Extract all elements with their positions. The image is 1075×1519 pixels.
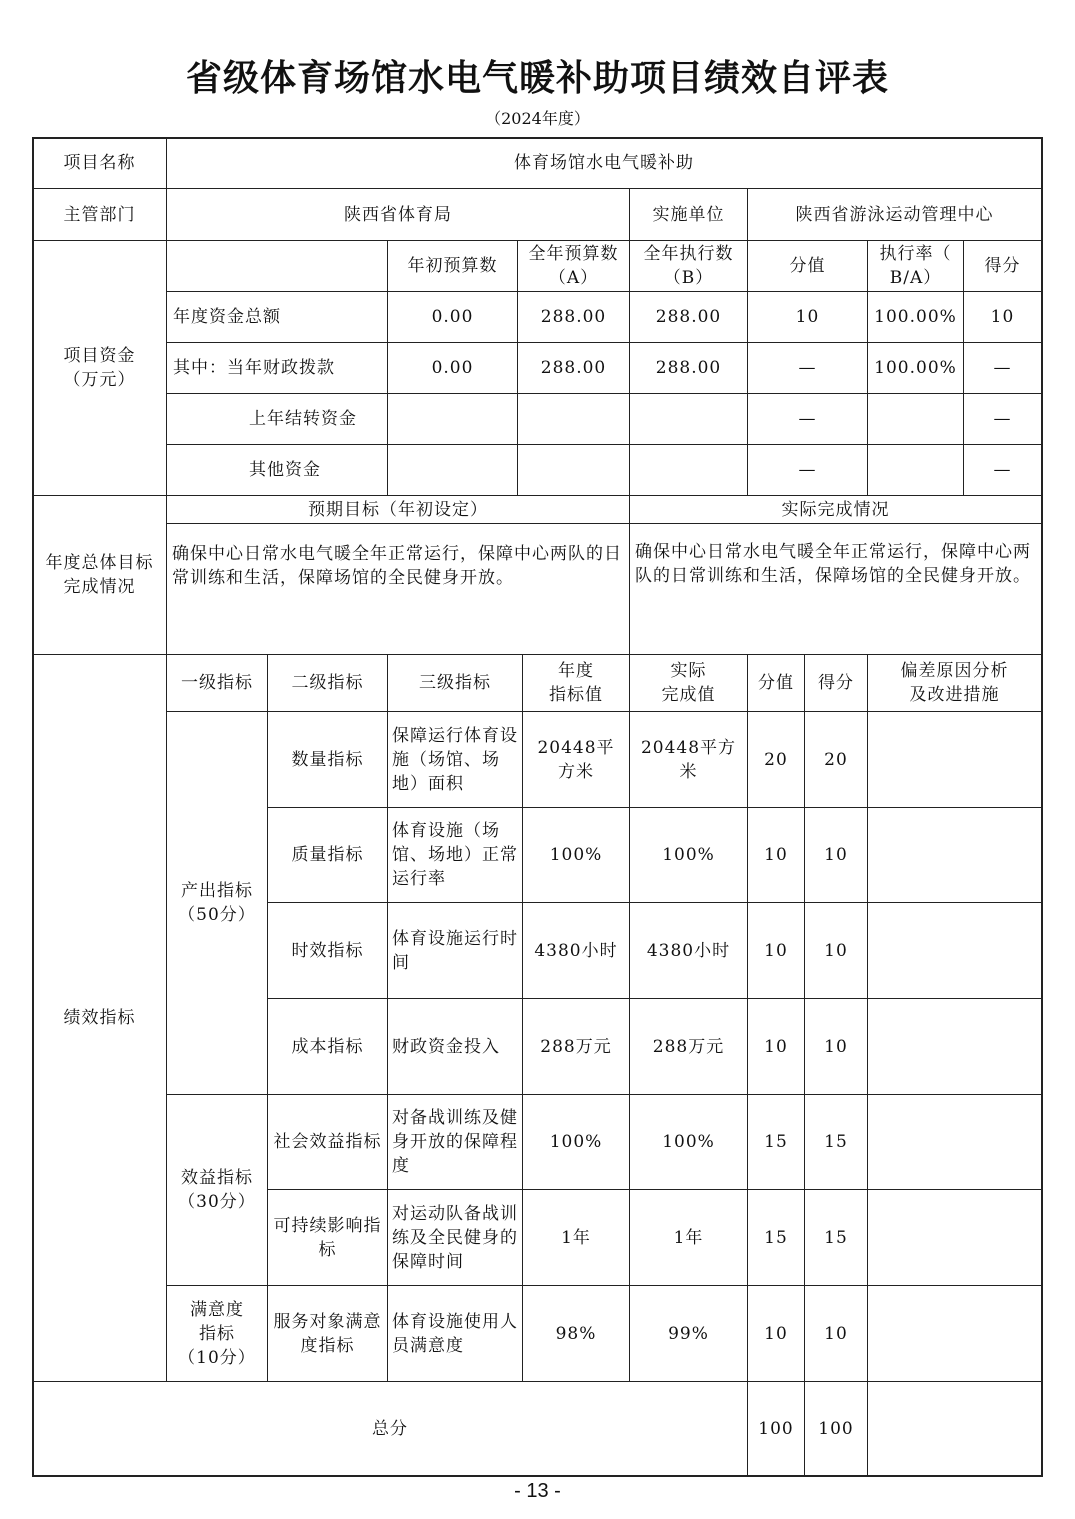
funds-header [517, 240, 630, 292]
indicator-cell-level3 [387, 807, 523, 903]
indicators-header-text: 实际 完成值 [661, 661, 716, 705]
indicators-header [522, 654, 630, 712]
indicator-cell-weight [747, 998, 805, 1095]
funds-header-blank [166, 240, 388, 292]
indicator-cell-weight-text: 10 [764, 1323, 788, 1344]
indicator-cell-weight [747, 1285, 805, 1382]
level1-satisfaction-text: 满意度 指标 （10分） [178, 1299, 256, 1368]
goals-expected-text-text: 确保中心日常水电气暖全年正常运行，保障中心两队的日常训练和生活，保障场馆的全民健身开放。 [172, 544, 622, 588]
indicator-cell-weight [747, 711, 805, 808]
funds-row-label [166, 342, 388, 394]
indicator-cell-level3-text: 保障运行体育设施（场馆、场地）面积 [392, 725, 518, 794]
indicator-cell-weight [747, 902, 805, 999]
funds-cell-score [963, 342, 1042, 394]
funds-cell-executed [629, 444, 748, 496]
indicator-cell-actual [629, 1094, 748, 1190]
indicator-cell-actual [629, 807, 748, 903]
funds-cell-initial [387, 444, 518, 496]
level1-output [166, 711, 268, 1095]
funds-header-text: 年初预算数 [407, 256, 498, 276]
indicator-cell-level3-text: 体育设施使用人员满意度 [392, 1311, 518, 1356]
funds-row-label-text: 年度资金总额 [173, 307, 281, 327]
indicator-cell-target [522, 807, 630, 903]
indicator-cell-level3-text: 对备战训练及健身开放的保障程度 [392, 1108, 518, 1176]
indicator-cell-weight-text: 10 [764, 1036, 788, 1057]
total-label [32, 1381, 748, 1476]
funds-cell-annual-text: 288.00 [540, 307, 607, 327]
indicator-cell-weight-text: 10 [764, 845, 788, 865]
indicator-cell-target [522, 998, 630, 1095]
dept-value-text: 陕西省体育局 [344, 204, 452, 225]
dept-label [32, 188, 167, 241]
indicator-cell-actual-text: 100% [662, 845, 715, 865]
funds-cell-executed-text: 288.00 [655, 307, 722, 327]
indicator-cell-weight [747, 1189, 805, 1286]
goals-actual-header-text: 实际完成情况 [781, 499, 890, 520]
funds-cell-initial [387, 393, 518, 445]
funds-cell-weight [747, 393, 868, 445]
indicators-header [867, 654, 1042, 712]
funds-cell-rate [867, 393, 964, 445]
indicator-cell-target [522, 1285, 630, 1382]
funds-cell-annual [517, 342, 630, 394]
goals-expected-text [166, 523, 630, 655]
indicators-header-text: 一级指标 [181, 673, 253, 693]
indicator-cell-note [867, 1094, 1042, 1190]
funds-row-label [166, 444, 388, 496]
indicator-cell-actual-text: 288万元 [652, 1036, 725, 1057]
indicators-header [166, 654, 268, 712]
indicator-cell-score-text: 10 [824, 1036, 848, 1057]
funds-cell-executed [629, 291, 748, 343]
indicator-cell-score [804, 807, 868, 903]
funds-header-text: 全年执行数 （B） [643, 244, 734, 288]
indicator-cell-score [804, 902, 868, 999]
funds-cell-weight-text: — [798, 358, 817, 378]
indicator-cell-target [522, 1189, 630, 1286]
funds-cell-executed [629, 393, 748, 445]
funds-cell-initial-text: 0.00 [431, 358, 474, 378]
indicator-cell-target-text: 100% [549, 1132, 603, 1152]
funds-cell-rate [867, 291, 964, 343]
funds-header-text: 全年预算数 （A） [528, 244, 619, 288]
funds-cell-rate-text: 100.00% [874, 358, 957, 378]
level1-benefit [166, 1094, 268, 1286]
indicator-cell-actual [629, 1189, 748, 1286]
indicator-cell-note [867, 711, 1042, 808]
total-label-text: 总分 [372, 1418, 408, 1439]
indicator-cell-actual-text: 100% [662, 1132, 715, 1152]
total-score [804, 1381, 868, 1476]
indicator-cell-score-text: 10 [824, 940, 848, 961]
indicator-cell-target [522, 902, 630, 999]
indicator-cell-level2 [267, 902, 388, 999]
funds-header [747, 240, 868, 292]
funds-row-label-text: 上年结转资金 [249, 409, 357, 429]
indicators-header-text: 年度 指标值 [549, 661, 603, 705]
indicator-cell-score [804, 998, 868, 1095]
funds-section-label [32, 240, 167, 496]
funds-cell-initial [387, 291, 518, 343]
goals-expected-header-text: 预期目标（年初设定） [308, 499, 488, 520]
funds-cell-score [963, 444, 1042, 496]
page-title: 省级体育场馆水电气暖补助项目绩效自评表 [185, 58, 889, 99]
funds-header [629, 240, 748, 292]
indicators-header [747, 654, 805, 712]
indicators-header [387, 654, 523, 712]
indicator-cell-actual-text: 20448平方米 [640, 737, 737, 782]
goals-section-label-text: 年度总体目标 完成情况 [45, 553, 154, 597]
goals-expected-header [166, 495, 630, 524]
indicators-section-label-text: 绩效指标 [63, 1008, 136, 1028]
indicators-header [804, 654, 868, 712]
funds-cell-weight-text: 10 [795, 307, 820, 327]
funds-cell-weight [747, 342, 868, 394]
indicator-cell-level3 [387, 998, 523, 1095]
indicator-cell-level2-text: 数量指标 [291, 749, 364, 770]
funds-row-label-text: 其他资金 [249, 460, 321, 480]
indicator-cell-weight [747, 1094, 805, 1190]
indicator-cell-target-text: 1年 [561, 1227, 591, 1248]
indicator-cell-actual-text: 4380小时 [646, 940, 731, 961]
indicator-cell-level2-text: 成本指标 [291, 1036, 364, 1057]
indicator-cell-level2 [267, 807, 388, 903]
indicator-cell-level3 [387, 1189, 523, 1286]
indicator-cell-note [867, 998, 1042, 1095]
funds-cell-score-text: — [993, 358, 1012, 378]
indicator-cell-level3-text: 财政资金投入 [392, 1036, 500, 1057]
funds-cell-executed [629, 342, 748, 394]
project-name-value-text: 体育场馆水电气暖补助 [514, 153, 694, 173]
funds-header [387, 240, 518, 292]
funds-header-text: 得分 [984, 256, 1021, 276]
indicator-cell-level3 [387, 902, 523, 999]
indicator-cell-score-text: 15 [824, 1132, 848, 1152]
indicator-cell-level2-text: 服务对象满意度指标 [273, 1311, 382, 1356]
indicator-cell-level2-text: 质量指标 [291, 845, 364, 865]
funds-cell-annual [517, 393, 630, 445]
indicator-cell-target [522, 711, 630, 808]
indicators-header [267, 654, 388, 712]
funds-cell-weight-text: — [798, 460, 817, 480]
funds-cell-initial-text: 0.00 [431, 307, 474, 327]
indicators-header-text: 三级指标 [419, 673, 491, 693]
indicators-header-text: 二级指标 [291, 673, 364, 693]
indicator-cell-target-text: 98% [555, 1323, 597, 1344]
indicator-cell-score-text: 10 [824, 1323, 848, 1344]
indicator-cell-level3 [387, 1094, 523, 1190]
indicators-header-text: 分值 [758, 673, 794, 693]
funds-cell-annual [517, 444, 630, 496]
funds-cell-rate [867, 444, 964, 496]
indicator-cell-level2 [267, 711, 388, 808]
indicator-cell-target-text: 288万元 [540, 1036, 612, 1057]
indicator-cell-actual [629, 998, 748, 1095]
funds-row-label-text: 其中：当年财政拨款 [173, 358, 335, 378]
indicator-cell-actual-text: 99% [668, 1323, 709, 1344]
indicator-cell-actual [629, 1285, 748, 1382]
impl-label [629, 188, 748, 241]
indicator-cell-level3-text: 体育设施（场馆、场地）正常运行率 [392, 821, 518, 889]
project-name-value [166, 137, 1042, 189]
funds-cell-rate-text: 100.00% [874, 307, 957, 327]
project-name-label-text: 项目名称 [63, 153, 136, 173]
goals-actual-header [629, 495, 1042, 524]
funds-row-label [166, 291, 388, 343]
indicator-cell-level3-text: 对运动队备战训练及全民健身的保障时间 [392, 1203, 518, 1272]
indicator-cell-note [867, 807, 1042, 903]
indicators-header-text: 偏差原因分析 及改进措施 [900, 661, 1009, 705]
goals-actual-text-text: 确保中心日常水电气暖全年正常运行，保障中心两队的日常训练和生活，保障场馆的全民健身开放。 [635, 542, 1031, 586]
indicator-cell-weight-text: 10 [764, 940, 788, 961]
indicator-cell-weight [747, 807, 805, 903]
level1-satisfaction [166, 1285, 268, 1382]
indicator-cell-score-text: 20 [824, 749, 848, 770]
indicator-cell-score-text: 15 [824, 1227, 848, 1248]
indicators-header-text: 得分 [818, 673, 854, 693]
funds-cell-annual-text: 288.00 [540, 358, 607, 378]
indicator-cell-target-text: 4380小时 [534, 940, 618, 961]
total-weight-text: 100 [758, 1418, 794, 1439]
page-number: - 13 - [514, 1480, 561, 1502]
total-note [867, 1381, 1042, 1476]
impl-value [747, 188, 1042, 241]
total-score-text: 100 [818, 1418, 854, 1439]
indicators-header [629, 654, 748, 712]
funds-section-label-text: 项目资金 （万元） [63, 346, 136, 390]
funds-cell-executed-text: 288.00 [655, 358, 722, 378]
funds-cell-initial [387, 342, 518, 394]
indicator-cell-note [867, 1285, 1042, 1382]
level1-output-text: 产出指标 （50分） [178, 881, 256, 925]
indicator-cell-target-text: 20448平方米 [537, 737, 615, 782]
indicator-cell-score [804, 711, 868, 808]
indicator-cell-level2 [267, 1094, 388, 1190]
funds-header [963, 240, 1042, 292]
indicator-cell-weight-text: 15 [764, 1132, 788, 1152]
indicator-cell-target-text: 100% [549, 845, 603, 865]
funds-cell-score [963, 393, 1042, 445]
indicator-cell-score [804, 1189, 868, 1286]
indicator-cell-score [804, 1285, 868, 1382]
goals-actual-text [629, 523, 1042, 655]
indicator-cell-level2-text: 可持续影响指标 [273, 1215, 382, 1260]
funds-cell-annual [517, 291, 630, 343]
indicator-cell-level3-text: 体育设施运行时间 [392, 928, 518, 973]
indicator-cell-actual-text: 1年 [673, 1227, 704, 1248]
funds-cell-weight [747, 444, 868, 496]
funds-cell-weight-text: — [798, 409, 817, 429]
indicator-cell-actual [629, 902, 748, 999]
indicator-cell-note [867, 902, 1042, 999]
funds-row-label [166, 393, 388, 445]
indicator-cell-level3 [387, 711, 523, 808]
level1-benefit-text: 效益指标 （30分） [178, 1168, 256, 1212]
fiscal-year: （2024年度） [485, 109, 590, 128]
funds-header-text: 执行率（ B/A） [879, 244, 952, 288]
project-name-label [32, 137, 167, 189]
funds-cell-score-text: — [993, 460, 1012, 480]
indicator-cell-score-text: 10 [824, 845, 848, 865]
indicator-cell-level2 [267, 1285, 388, 1382]
indicator-cell-weight-text: 20 [764, 749, 788, 770]
funds-cell-rate [867, 342, 964, 394]
impl-value-text: 陕西省游泳运动管理中心 [795, 204, 994, 225]
funds-header [867, 240, 964, 292]
indicator-cell-actual [629, 711, 748, 808]
total-weight [747, 1381, 805, 1476]
indicator-cell-level3 [387, 1285, 523, 1382]
impl-label-text: 实施单位 [652, 204, 725, 225]
indicators-section-label [32, 654, 167, 1382]
funds-cell-score [963, 291, 1042, 343]
indicator-cell-weight-text: 15 [764, 1227, 788, 1248]
funds-cell-score-text: — [993, 409, 1012, 429]
funds-cell-weight [747, 291, 868, 343]
funds-cell-score-text: 10 [990, 307, 1015, 327]
goals-section-label [32, 495, 167, 655]
indicator-cell-level2-text: 社会效益指标 [273, 1132, 382, 1152]
indicator-cell-level2-text: 时效指标 [291, 940, 364, 961]
dept-label-text: 主管部门 [63, 204, 136, 225]
indicator-cell-note [867, 1189, 1042, 1286]
indicator-cell-level2 [267, 1189, 388, 1286]
indicator-cell-score [804, 1094, 868, 1190]
dept-value [166, 188, 630, 241]
funds-header-text: 分值 [789, 256, 826, 276]
indicator-cell-target [522, 1094, 630, 1190]
indicator-cell-level2 [267, 998, 388, 1095]
